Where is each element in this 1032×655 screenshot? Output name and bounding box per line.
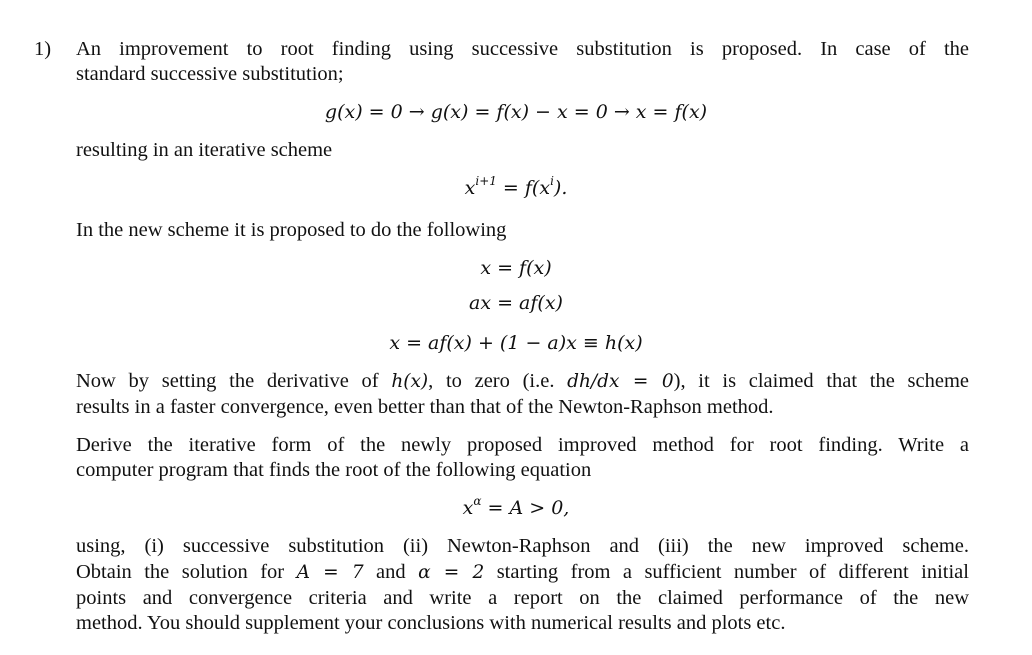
iter-sup2: i xyxy=(550,174,554,188)
alpha-base: x xyxy=(462,497,474,519)
intro-line-2: standard successive substitution; xyxy=(76,63,344,85)
points-line: points and convergence criteria and write a report on the claimed performance of the new xyxy=(76,587,969,609)
obtain-alpha: α = 2 xyxy=(418,562,485,583)
resulting-text: resulting in an iterative scheme xyxy=(76,139,333,161)
obtain-line xyxy=(76,559,969,586)
deriv-hx: h(x) xyxy=(391,371,429,392)
iter-base: x xyxy=(464,177,476,199)
derivative-line-1 xyxy=(76,368,969,395)
new-scheme-text: In the new scheme it is proposed to do the following xyxy=(76,219,507,241)
deriv-dhdx: dh/dx = 0 xyxy=(567,371,674,392)
alpha-sup: α xyxy=(473,494,482,508)
intro-line-1: An improvement to root finding using successive substitution is proposed. In case of the xyxy=(76,38,969,60)
equation-1: x = f(x) xyxy=(480,257,552,279)
alpha-rest: = A > 0, xyxy=(481,497,570,519)
equation-2: ax = af(x) xyxy=(469,292,563,314)
obtain-text-a: Obtain the solution for xyxy=(76,561,297,583)
obtain-text-b: and xyxy=(363,561,419,583)
equation-iteration xyxy=(0,175,1032,201)
obtain-text-c: starting from a sufficient number of different initial xyxy=(484,561,969,583)
equation-g: g(x) = 0 → g(x) = f(x) − x = 0 → x = f(x) xyxy=(324,101,708,123)
deriv-text-c: ), it is claimed that the scheme xyxy=(673,370,969,392)
iter-mid: = f(x xyxy=(496,177,551,199)
using-line: using, (i) successive substitution (ii) Newton-Raphson and (iii) the new improved scheme. xyxy=(76,535,969,557)
iter-sup: i+1 xyxy=(475,174,497,188)
derivative-line-2: results in a faster convergence, even better than that of the Newton-Raphson method. xyxy=(76,396,774,418)
equation-alpha xyxy=(0,495,1032,521)
method-line: method. You should supplement your conclusions with numerical results and plots etc. xyxy=(76,612,786,634)
iter-end: ). xyxy=(553,177,568,199)
obtain-A: A = 7 xyxy=(296,562,364,583)
derive-line-1: Derive the iterative form of the newly proposed improved method for root finding. Write a xyxy=(76,434,969,456)
equation-3: x = af(x) + (1 − a)x ≡ h(x) xyxy=(389,332,643,354)
problem-number: 1) xyxy=(34,38,52,60)
deriv-text-a: Now by setting the derivative of xyxy=(76,370,392,392)
deriv-text-b: , to zero (i.e. xyxy=(428,370,568,392)
derive-line-2: computer program that finds the root of the following equation xyxy=(76,459,592,481)
